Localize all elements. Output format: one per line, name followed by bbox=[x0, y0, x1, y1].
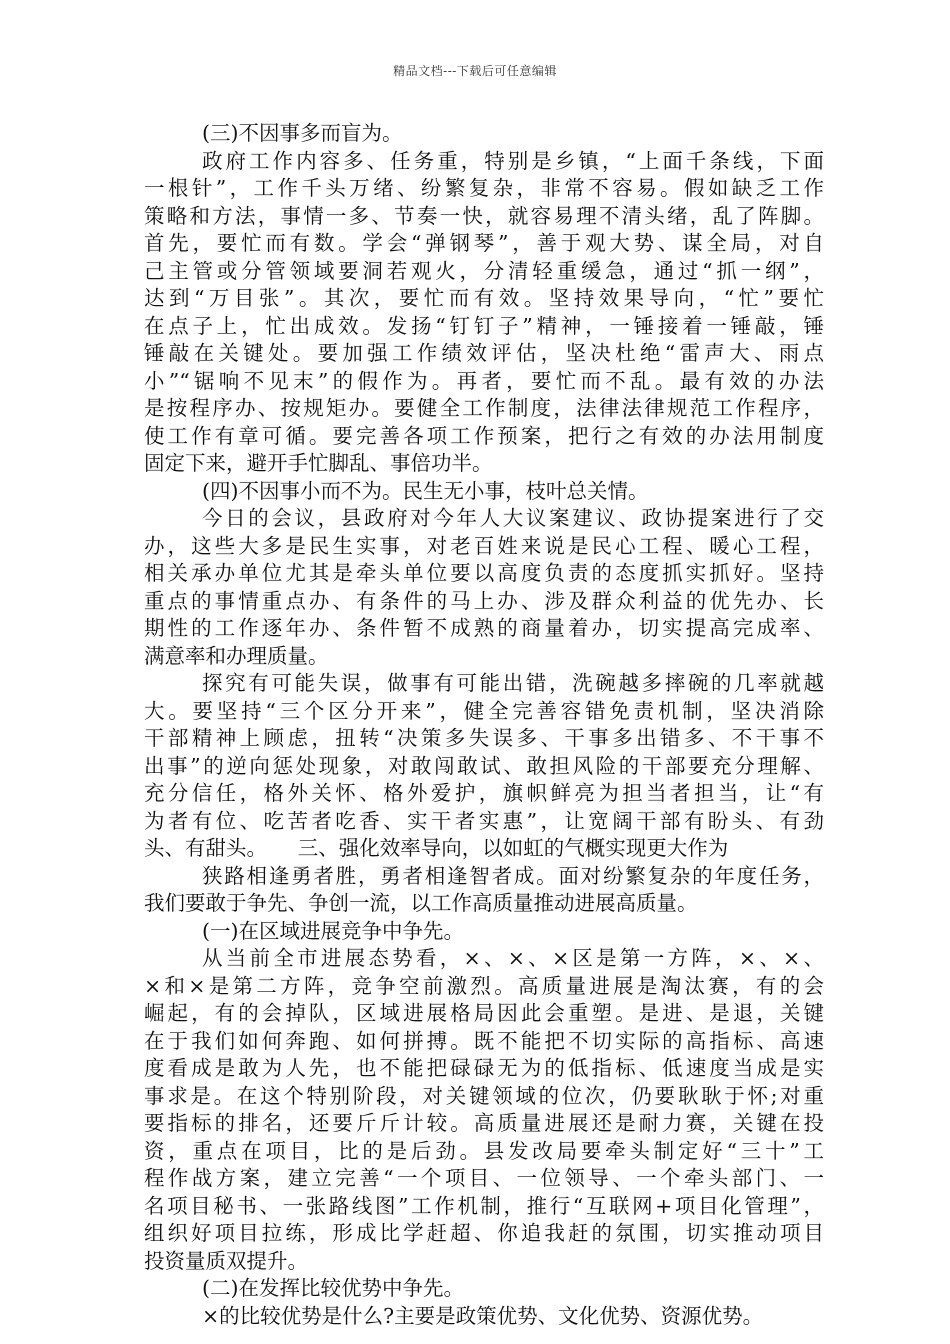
text-line: 充分信任，格外关怀、格外爱护，旗帜鲜亮为担当者担当，让“有 bbox=[144, 781, 824, 805]
text-line: 首先，要忙而有数。学会“弹钢琴”，善于观大势、谋全局，对自 bbox=[144, 231, 824, 255]
text-line: 重点的事情重点办、有条件的马上办、涉及群众利益的优先办、长 bbox=[144, 588, 824, 613]
text-line: 我们要敢于争先、争创一流，以工作高质量推动进展高质量。 bbox=[144, 891, 698, 915]
page-header: 精品文档---下载后可任意编辑 bbox=[393, 64, 557, 78]
text-line: 狭路相逢勇者胜，勇者相逢智者成。面对纷繁复杂的年度任务， bbox=[202, 863, 824, 888]
text-line: 己主管或分管领域要洞若观火，分清轻重缓急，通过“抓一纲”， bbox=[144, 258, 824, 283]
text-line: 要指标的排名，还要斤斤计较。高质量进展还是耐力赛，关键在投 bbox=[144, 1111, 824, 1135]
text-line: 小”“锯响不见末”的假作为。再者，要忙而不乱。最有效的办法 bbox=[144, 368, 824, 393]
text-line: 崛起，有的会掉队，区域进展格局因此会重塑。是进、是退，关键 bbox=[144, 1001, 824, 1025]
text-line: 大。要坚持“三个区分开来”，健全完善容错免责机制，坚决消除 bbox=[144, 698, 824, 723]
text-line: 头、有甜头。 三、强化效率导向，以如虹的气概实现更大作为 bbox=[144, 836, 729, 860]
document-body bbox=[144, 120, 824, 1330]
text-line: 一根针”，工作千头万绪、纷繁复杂，非常不容易。假如缺乏工作 bbox=[144, 176, 824, 200]
text-line: 名项目秘书、一张路线图”工作机制，推行“互联网+项目化管理”， bbox=[144, 1193, 824, 1218]
text-line: 从当前全市进展态势看，×、×、×区是第一方阵，×、×、 bbox=[202, 946, 824, 970]
text-line: 组织好项目拉练，形成比学赶超、你追我赶的氛围，切实推动项目 bbox=[144, 1221, 824, 1245]
text-line: 度看成是敢为人先，也不能把碌碌无为的低指标、低速度当成是实 bbox=[144, 1056, 824, 1080]
text-line: 锤敲在关键处。要加强工作绩效评估，坚决杜绝“雷声大、雨点 bbox=[144, 341, 824, 365]
text-line: 固定下来，避开手忙脚乱、事倍功半。 bbox=[144, 451, 493, 475]
text-line: 程作战方案，建立完善“一个项目、一位领导、一个牵头部门、一 bbox=[144, 1166, 824, 1190]
text-line: 事求是。在这个特别阶段，对关键领域的位次，仍要耿耿于怀;对重 bbox=[144, 1083, 824, 1108]
text-line: 满意率和办理质量。 bbox=[144, 643, 329, 668]
text-line: 在点子上，忙出成效。发扬“钉钉子”精神，一锤接着一锤敲，锤 bbox=[144, 313, 824, 338]
text-line: 使工作有章可循。要完善各项工作预案，把行之有效的办法用制度 bbox=[144, 423, 824, 448]
text-line: (三)不因事多而盲为。 bbox=[202, 121, 403, 145]
text-line: 资，重点在项目，比的是后劲。县发改局要牵头制定好“三十”工 bbox=[144, 1138, 824, 1163]
text-line: 探究有可能失误，做事有可能出错，洗碗越多摔碗的几率就越 bbox=[202, 671, 824, 695]
text-line: 相关承办单位尤其是牵头单位要以高度负责的态度抓实抓好。坚持 bbox=[144, 561, 824, 585]
text-line: 是按程序办、按规矩办。要健全工作制度，法律法律规范工作程序， bbox=[144, 396, 824, 420]
text-line: 投资量质双提升。 bbox=[144, 1248, 308, 1273]
text-line: 干部精神上顾虑，扭转“决策多失误多、干事多出错多、不干事不 bbox=[144, 726, 824, 750]
text-line: (一)在区域进展竞争中争先。 bbox=[202, 918, 464, 943]
text-line: 办，这些大多是民生实事，对老百姓来说是民心工程、暖心工程， bbox=[144, 533, 824, 558]
text-line: ×和×是第二方阵，竞争空前激烈。高质量进展是淘汰赛，有的会 bbox=[144, 973, 824, 998]
text-line: 达到“万目张”。其次，要忙而有效。坚持效果导向，“忙”要忙 bbox=[144, 286, 824, 310]
text-line: (四)不因事小而不为。民生无小事，枝叶总关情。 bbox=[202, 478, 649, 503]
text-line: 在于我们如何奔跑、如何拼搏。既不能把不切实际的高指标、高速 bbox=[144, 1028, 824, 1053]
text-line: 出事”的逆向惩处现象，对敢闯敢试、敢担风险的干部要充分理解、 bbox=[144, 753, 824, 778]
text-line: 策略和方法，事情一多、节奏一快，就容易理不清头绪，乱了阵脚。 bbox=[144, 203, 824, 228]
text-line: 今日的会议，县政府对今年人大议案建议、政协提案进行了交 bbox=[202, 506, 824, 530]
text-line: 为者有位、吃苦者吃香、实干者实惠”，让宽阔干部有盼头、有劲 bbox=[144, 808, 824, 833]
text-line: (二)在发挥比较优势中争先。 bbox=[202, 1276, 464, 1300]
text-line: 政府工作内容多、任务重，特别是乡镇，“上面千条线，下面 bbox=[202, 148, 824, 173]
text-line: ×的比较优势是什么?主要是政策优势、文化优势、资源优势。 bbox=[202, 1303, 764, 1328]
text-line: 期性的工作逐年办、条件暂不成熟的商量着办，切实提高完成率、 bbox=[144, 616, 824, 640]
